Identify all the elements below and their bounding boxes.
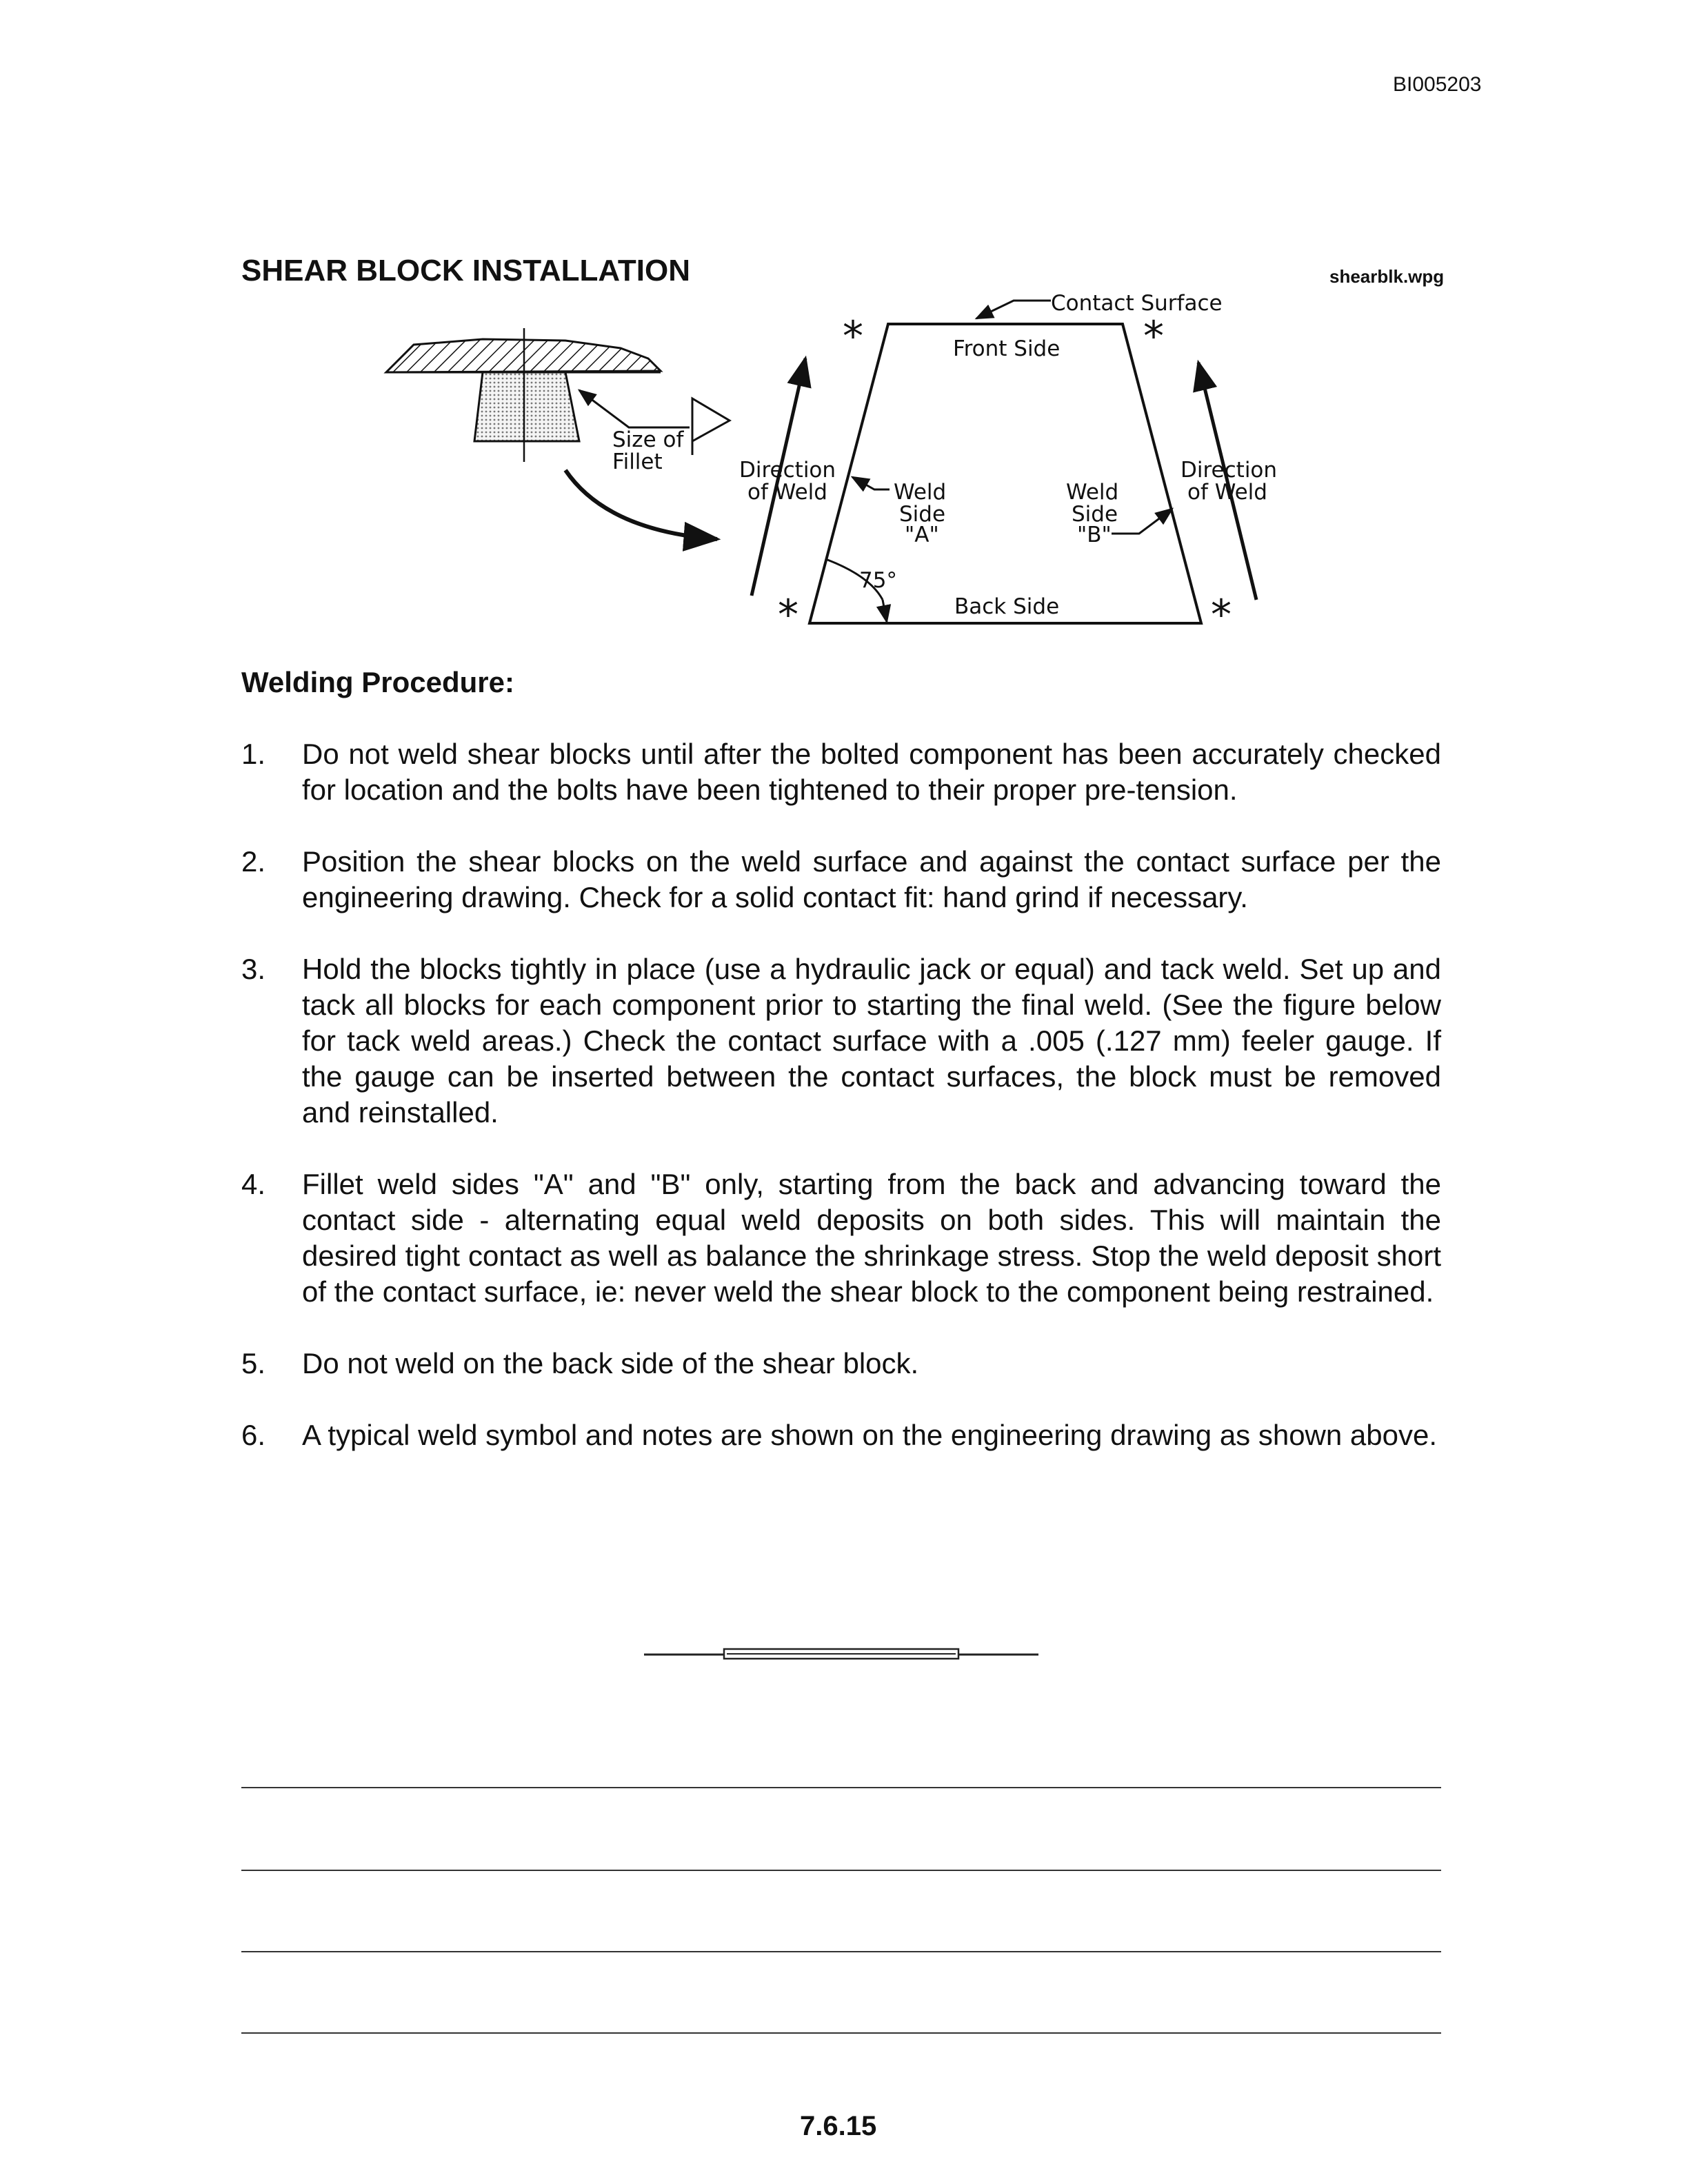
tack-marker-bottom-left: * — [778, 591, 798, 639]
direction-right-label-2: of Weld — [1187, 480, 1267, 505]
step-number: 5. — [241, 1347, 266, 1379]
size-of-fillet-label-1: Size of — [612, 427, 684, 452]
contact-surface-leader — [976, 301, 1051, 318]
weld-side-a-label-2: Side — [899, 502, 946, 527]
notes-line — [241, 1870, 1441, 1871]
tack-marker-top-left: * — [843, 312, 863, 361]
step-text: Fillet weld sides "A" and "B" only, starting from the back and advancing toward the contact side - alternating equal weld deposits on both sides. This will maintain the desired tight contact as well as balance the shrinkage stress. Stop the weld deposit short of the contact surface, ie: never weld the shear block to the component being restrained. — [302, 1168, 1441, 1308]
procedure-heading: Welding Procedure: — [241, 666, 514, 698]
weld-side-b-label-2: Side — [1072, 502, 1118, 527]
angle-label: 75° — [859, 568, 897, 593]
step-number: 3. — [241, 953, 266, 985]
procedure-steps-list — [241, 736, 1441, 1489]
document-id: BI005203 — [1393, 73, 1482, 96]
tack-marker-bottom-right: * — [1211, 591, 1232, 639]
figure-filename: shearblk.wpg — [1329, 266, 1445, 287]
step-number: 2. — [241, 845, 266, 878]
shear-block-section — [474, 372, 579, 441]
tack-marker-top-right: * — [1143, 312, 1164, 361]
step-text: Hold the blocks tightly in place (use a hydraulic jack or equal) and tack weld. Set up and tack all blocks for each component prior to starting the final weld. (See the figure below for tack weld areas.) Check the contact surface with a .005 (.127 mm) feeler gauge. If the gauge can be inserted between the contact surfaces, the block must be removed and reinstalled. — [302, 953, 1441, 1129]
procedure-step — [241, 1346, 1441, 1382]
shear-block-figure — [0, 0, 1688, 662]
fillet-weld-symbol-icon — [692, 398, 730, 441]
weld-side-b-label-1: Weld — [1066, 480, 1119, 505]
procedure-step — [241, 1417, 1441, 1453]
procedure-step — [241, 844, 1441, 916]
weld-side-b-label-3: "B" — [1077, 523, 1112, 547]
page-number: 7.6.15 — [800, 2111, 877, 2141]
step-number: 6. — [241, 1419, 266, 1451]
size-of-fillet-label-2: Fillet — [612, 449, 663, 474]
weld-side-a-label-1: Weld — [894, 480, 947, 505]
notes-line — [241, 2032, 1441, 2034]
direction-left-label-2: of Weld — [747, 480, 827, 505]
curved-arrow — [565, 470, 717, 539]
procedure-step — [241, 736, 1441, 808]
procedure-step — [241, 951, 1441, 1131]
procedure-step — [241, 1166, 1441, 1310]
step-text: Do not weld on the back side of the shear block. — [302, 1347, 919, 1379]
direction-right-label-1: Direction — [1180, 458, 1278, 483]
section-divider-ornament — [641, 1642, 1041, 1667]
notes-line — [241, 1951, 1441, 1952]
weld-side-a-leader — [852, 477, 890, 489]
front-side-label: Front Side — [953, 336, 1061, 361]
fillet-symbol-leader — [579, 390, 690, 427]
weld-side-b-leader — [1112, 509, 1172, 534]
step-text: A typical weld symbol and notes are shown on the engineering drawing as shown above. — [302, 1419, 1438, 1451]
notes-line — [241, 1787, 1441, 1788]
weld-side-a-label-3: "A" — [905, 523, 939, 547]
step-number: 1. — [241, 738, 266, 770]
step-text: Do not weld shear blocks until after the bolted component has been accurately checked for location and the bolts have been tightened to their proper pre-tension. — [302, 738, 1441, 806]
step-text: Position the shear blocks on the weld surface and against the contact surface per the engineering drawing. Check for a solid contact fit: hand grind if necessary. — [302, 845, 1441, 913]
step-number: 4. — [241, 1168, 266, 1200]
back-side-label: Back Side — [954, 594, 1060, 619]
contact-surface-label: Contact Surface — [1051, 291, 1223, 316]
direction-left-label-1: Direction — [739, 458, 836, 483]
page-title: SHEAR BLOCK INSTALLATION — [241, 254, 690, 287]
